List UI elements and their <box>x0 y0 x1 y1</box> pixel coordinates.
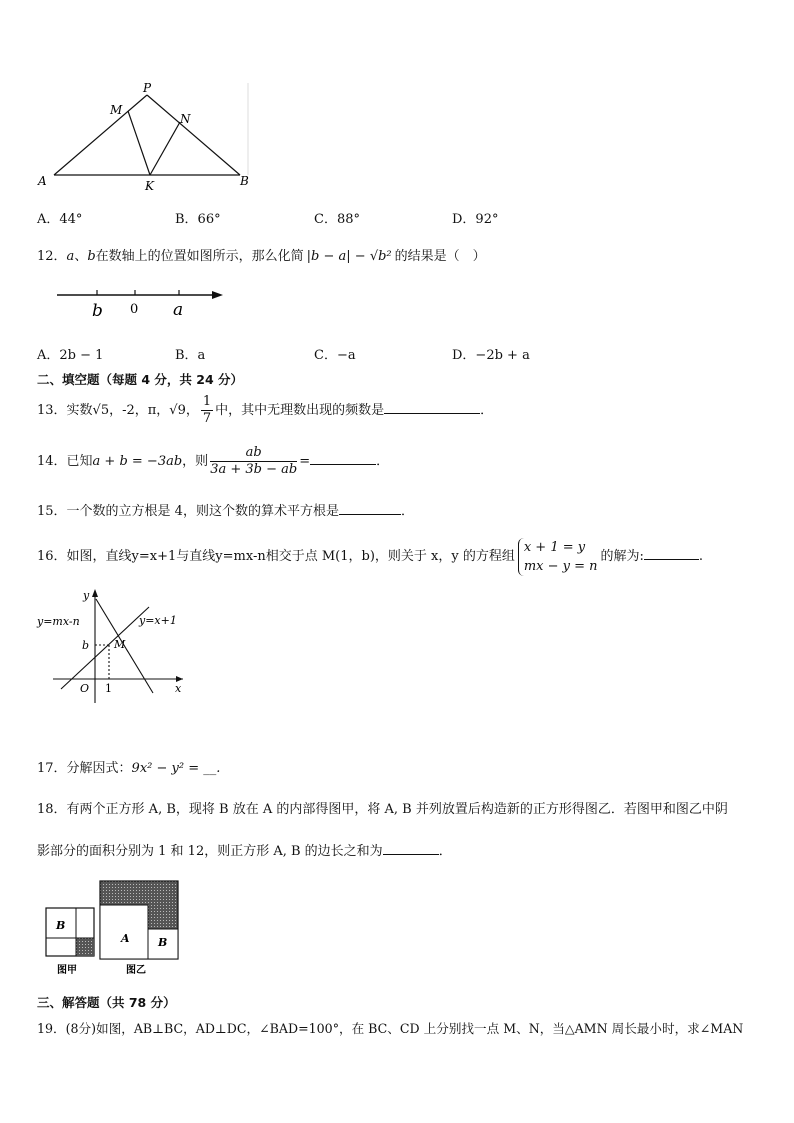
q11-option-b[interactable]: B．66° <box>175 212 221 227</box>
q18-line2-text: 影部分的面积分别为 1 和 12，则正方形 A, B 的边长之和为 <box>37 844 383 859</box>
figure-jia <box>46 908 94 976</box>
question-18-line-2: 影部分的面积分别为 1 和 12，则正方形 A, B 的边长之和为 ． <box>37 844 452 859</box>
q14-frac-num: ab <box>210 445 297 462</box>
jia-label-b: B <box>56 919 66 932</box>
question-19: 19．(8分)如图，AB⊥BC，AD⊥DC，∠BAD=100°，在 BC、CD 上分别找一点 M、N，当△AMN 周长最小时，求∠MAN <box>37 1021 744 1036</box>
q12-option-a[interactable]: A．2b − 1 <box>37 348 104 363</box>
q15-text: 15．一个数的立方根是 4，则这个数的算术平方根是 <box>37 504 339 519</box>
label-k: K <box>145 179 154 193</box>
yi-label-b: B <box>158 936 168 949</box>
q12-suffix: 的结果是（ ） <box>394 249 486 264</box>
q11-option-a[interactable]: A．44° <box>37 212 83 227</box>
q13-frac-num: 1 <box>202 394 212 409</box>
yi-label-a: A <box>121 932 130 945</box>
numberline-b: b <box>92 301 103 321</box>
question-13: 13．实数√5，-2，π，√9， $\frac{1}{7}$ 中，其中无理数出现的频数是 ． <box>37 394 494 426</box>
q16-eq1: x + 1 = y <box>523 539 586 555</box>
caption-yi: 图乙 <box>126 965 146 976</box>
graph-label-1: 1 <box>105 682 112 695</box>
q14-answer-blank[interactable] <box>310 463 376 465</box>
graph-label-y: y <box>83 589 90 602</box>
question-18-line-1: 18．有两个正方形 A, B，现将 B 放在 A 的内部得图甲，将 A, B 并列放置后构造新的正方形得图乙．若图甲和图乙中阴 <box>37 802 728 817</box>
graph-label-o: O <box>80 682 90 695</box>
q14-mid: ，则 <box>182 454 209 469</box>
q16-equation-system <box>518 538 598 576</box>
question-16: 16．如图，直线y=x+1与直线y=mx-n相交于点 M(1，b)，则关于 x，y 的方程组 x + 1 = y mx − y = n 的解为: . <box>37 539 704 574</box>
label-p: P <box>143 81 152 95</box>
q16-suffix: 的解为: <box>600 549 644 564</box>
q13-fraction <box>201 394 213 427</box>
q12-var-a: a <box>66 249 75 264</box>
graph-label-m: M <box>114 638 126 651</box>
q12-expression: |b − a| − √b² <box>306 249 392 264</box>
numberline-zero: 0 <box>130 302 139 317</box>
q16-eq2: mx − y = n <box>523 558 598 574</box>
label-a: A <box>38 174 47 188</box>
question-14: 14．已知a + b = −3ab，则 $\frac{ab}{3a + 3b - ab}$ = ． <box>37 445 390 477</box>
squares-figure <box>40 875 190 985</box>
section-3-heading: 三、解答题（共 78 分） <box>37 995 176 1010</box>
q12-text: 在数轴上的位置如图所示，那么化简 <box>95 249 304 264</box>
graph-label-mxn: y=mx-n <box>37 615 80 628</box>
q17-prefix: 17．分解因式： <box>37 761 132 776</box>
q16-answer-blank[interactable] <box>644 558 699 560</box>
q13-frac-den: 7 <box>202 411 212 426</box>
q12-number: 12． <box>37 249 67 264</box>
graph-label-x: x <box>175 682 182 695</box>
graph-label-b: b <box>82 639 90 652</box>
triangle-figure <box>30 78 260 196</box>
section-2-heading: 二、填空题（每题 4 分，共 24 分） <box>37 372 244 387</box>
q13-prefix: 13．实数 <box>37 403 93 418</box>
label-b: B <box>240 174 249 188</box>
q13-answer-blank[interactable] <box>384 412 480 414</box>
question-12 <box>37 245 486 264</box>
q13-numbers: √5，-2，π，√9， <box>92 403 199 418</box>
caption-jia: 图甲 <box>57 965 77 976</box>
graph-label-x1: y=x+1 <box>139 614 177 627</box>
label-m: M <box>110 103 123 117</box>
q14-condition: a + b = −3ab <box>92 454 183 469</box>
question-17 <box>37 757 220 776</box>
q16-text: 16．如图，直线y=x+1与直线y=mx-n相交于点 M(1，b)，则关于 x，y 的方程组 <box>37 549 515 564</box>
q14-prefix: 14．已知 <box>37 454 93 469</box>
q15-answer-blank[interactable] <box>339 513 401 515</box>
numberline-a: a <box>173 300 184 320</box>
q14-fraction <box>210 445 297 478</box>
q11-option-c[interactable]: C．88° <box>314 212 360 227</box>
q14-equals: = <box>299 454 311 469</box>
number-line <box>55 285 230 321</box>
q11-option-d[interactable]: D．92° <box>452 212 499 227</box>
q12-var-b: b <box>87 249 96 264</box>
q12-sep: 、 <box>74 249 88 264</box>
label-n: N <box>180 112 191 126</box>
question-15: 15．一个数的立方根是 4，则这个数的算术平方根是 ． <box>37 504 414 519</box>
q13-suffix: 中，其中无理数出现的频数是 <box>215 403 385 418</box>
line-graph-figure <box>35 585 195 705</box>
q12-option-d[interactable]: D．−2b + a <box>452 348 530 363</box>
figure-yi <box>100 881 178 976</box>
q18-answer-blank[interactable] <box>383 853 439 855</box>
q17-expression: 9x² − y² = __. <box>131 761 221 776</box>
q14-frac-den: 3a + 3b − ab <box>210 462 298 477</box>
q12-option-b[interactable]: B．a <box>175 348 206 363</box>
q12-option-c[interactable]: C．−a <box>314 348 356 363</box>
